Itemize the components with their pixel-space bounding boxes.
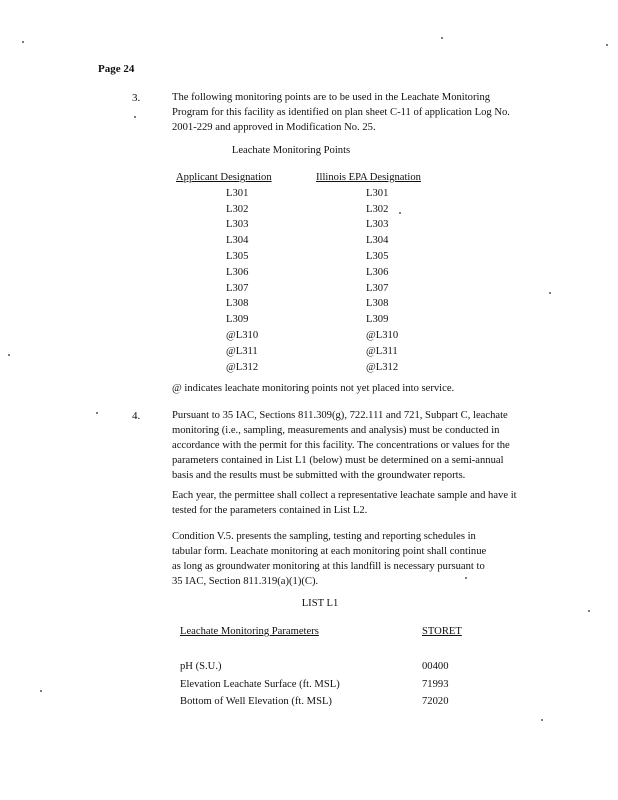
scan-speck	[588, 610, 590, 612]
parameter-cell: Bottom of Well Elevation (ft. MSL)	[180, 696, 332, 708]
table-row	[180, 659, 462, 675]
scan-speck	[8, 354, 10, 356]
table-row	[176, 281, 421, 297]
applicant-cell: L308	[226, 298, 249, 310]
epa-cell: L305	[366, 250, 389, 262]
table-row	[176, 186, 421, 202]
item-4-number: 4.	[132, 410, 141, 422]
leachate-points-note: @ indicates leachate monitoring points not yet placed into service.	[172, 383, 455, 394]
scan-speck	[606, 44, 608, 46]
applicant-designation-header: Applicant Designation	[176, 172, 272, 183]
applicant-cell: L303	[226, 219, 249, 231]
table-row	[176, 360, 421, 376]
parameters-header: Leachate Monitoring Parameters	[180, 626, 319, 637]
list-l1-table	[178, 622, 464, 712]
scan-speck	[22, 41, 24, 43]
text-line: Condition V.5. presents the sampling, testing and reporting schedules in	[172, 531, 476, 542]
epa-cell: L301	[366, 187, 389, 199]
epa-cell: @L311	[366, 345, 398, 357]
epa-cell: @L312	[366, 361, 399, 373]
text-line: basis and the results must be submitted with the groundwater reports.	[172, 470, 466, 482]
table-row	[176, 233, 421, 249]
table-row	[180, 677, 462, 693]
text-line: tested for the parameters contained in List L2.	[172, 505, 368, 517]
text-line: Pursuant to 35 IAC, Sections 811.309(g), 722.111 and 721, Subpart C, leachate	[172, 410, 508, 421]
list-l1-title: LIST L1	[301, 598, 339, 609]
parameter-cell: Elevation Leachate Surface (ft. MSL)	[180, 678, 340, 690]
text-line: monitoring (i.e., sampling, measurements and analysis) must be conducted in	[172, 425, 500, 437]
item-3-number: 3.	[132, 92, 141, 104]
table-row	[176, 202, 421, 218]
table-row	[176, 344, 421, 360]
scan-speck	[441, 37, 443, 39]
storet-header: STORET	[422, 626, 462, 637]
epa-cell: L308	[366, 298, 389, 310]
parameter-cell: pH (S.U.)	[180, 661, 222, 673]
storet-cell: 71993	[422, 678, 449, 690]
table-row	[176, 217, 421, 233]
item-4-paragraph-3	[172, 529, 572, 589]
item-3-paragraph	[172, 90, 567, 135]
item-4-paragraph-1	[172, 408, 572, 483]
applicant-cell: L306	[226, 266, 249, 278]
applicant-cell: L309	[226, 314, 249, 326]
epa-cell: L302	[366, 203, 389, 215]
applicant-cell: @L311	[226, 345, 258, 357]
applicant-cell: L307	[226, 282, 249, 294]
applicant-cell: L304	[226, 235, 249, 247]
scan-speck	[134, 116, 136, 118]
text-line: Each year, the permittee shall collect a representative leachate sample and have it	[172, 490, 517, 501]
text-line: accordance with the permit for this facility. The concentrations or values for the	[172, 440, 510, 452]
leachate-points-title: Leachate Monitoring Points	[231, 145, 351, 156]
applicant-cell: L301	[226, 187, 249, 199]
applicant-cell: L302	[226, 203, 249, 215]
applicant-cell: L305	[226, 250, 249, 262]
table-row	[176, 328, 421, 344]
page-number: Page 24	[98, 63, 135, 75]
text-line: Program for this facility as identified on plan sheet C-11 of application Log No.	[172, 107, 510, 119]
scan-speck	[541, 719, 543, 721]
applicant-cell: @L310	[226, 329, 259, 341]
text-line: parameters contained in List L1 (below) must be determined on a semi-annual	[172, 455, 504, 467]
scan-speck	[549, 292, 551, 294]
table-row	[176, 312, 421, 328]
epa-cell: L303	[366, 219, 389, 231]
scan-speck	[96, 412, 98, 414]
illinois-epa-designation-header: Illinois EPA Designation	[316, 172, 421, 183]
text-line: The following monitoring points are to be used in the Leachate Monitoring	[172, 92, 491, 103]
text-line: 35 IAC, Section 811.319(a)(1)(C).	[172, 576, 319, 588]
table-row	[176, 265, 421, 281]
leachate-points-table	[176, 170, 421, 375]
epa-cell: @L310	[366, 329, 399, 341]
epa-cell: L304	[366, 235, 389, 247]
storet-cell: 00400	[422, 661, 449, 673]
table-row	[176, 296, 421, 312]
applicant-cell: @L312	[226, 361, 259, 373]
epa-cell: L306	[366, 266, 389, 278]
table-row	[180, 694, 462, 710]
epa-cell: L307	[366, 282, 389, 294]
epa-cell: L309	[366, 314, 389, 326]
text-line: 2001-229 and approved in Modification No. 25.	[172, 122, 376, 134]
table-row	[176, 249, 421, 265]
text-line: tabular form. Leachate monitoring at each monitoring point shall continue	[172, 546, 487, 558]
text-line: as long as groundwater monitoring at this landfill is necessary pursuant to	[172, 561, 485, 573]
scan-speck	[40, 690, 42, 692]
item-4-paragraph-2	[172, 488, 572, 518]
storet-cell: 72020	[422, 696, 449, 708]
